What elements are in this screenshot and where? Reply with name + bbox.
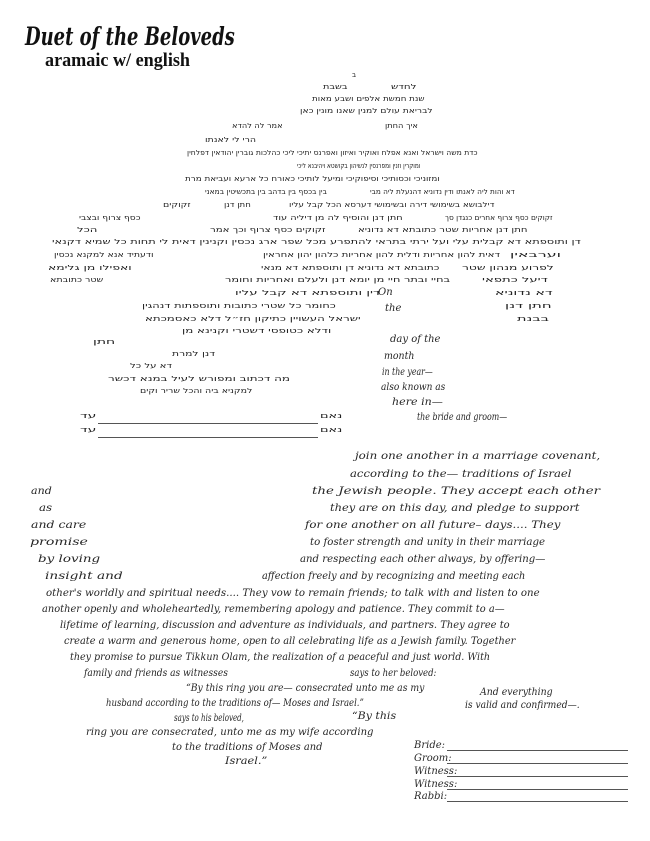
aramaic-text-line: וערבאין (510, 251, 562, 259)
signature-label: Witness: (414, 779, 458, 790)
aramaic-text-line: איך החתן (385, 122, 418, 130)
english-script-line: “By this ring you are— consecrated unto me as my (186, 683, 425, 694)
english-script-line: promise (30, 537, 88, 548)
aramaic-text-line: ב (352, 71, 357, 79)
fill-in-line (447, 776, 628, 777)
aramaic-text-line: חתן דנן (224, 201, 251, 209)
aramaic-text-line: מה דכתוב ומפורש לעיל במנא דכשר (108, 375, 291, 383)
date-fill-text: day of the (390, 334, 441, 345)
aramaic-text-line: הרי לי לאנתו (205, 136, 257, 144)
aramaic-text-line: עד (80, 426, 97, 434)
english-script-line: according to the— traditions of Israel (350, 469, 572, 480)
english-script-line: And everything (480, 687, 553, 698)
aramaic-text-line: כסף צרוף ובצבי (79, 214, 141, 222)
aramaic-text-line: דילבושא בשימושי דירה ובשימושי דערסא הכל קבל עליו (289, 201, 495, 209)
signature-label: Bride: (414, 740, 446, 751)
english-script-line: and care (31, 520, 87, 531)
aramaic-text-line: ואפילו מן גלימא (48, 264, 132, 272)
aramaic-text-line: בבנת (517, 315, 549, 323)
english-script-line: Israel.” (225, 756, 268, 767)
aramaic-text-line: דא והות ליה לאנתו ודין נדוניא דהנעלת ליה מבי (370, 188, 515, 196)
english-script-line: join one another in a marriage covenant, (355, 451, 601, 462)
english-script-line: says to his beloved, (174, 713, 244, 724)
aramaic-text-line: שנת חמשת אלפים ושבע מאות (312, 95, 425, 103)
aramaic-text-line: נאם (320, 426, 343, 434)
aramaic-text-line: דא על כל (130, 362, 172, 370)
aramaic-text-line: בין בכסף בין בדהב בין בתכשיטין במאני (205, 188, 327, 196)
english-script-line: is valid and confirmed—. (465, 700, 580, 711)
english-script-line: “By this (352, 711, 397, 722)
english-script-line: the Jewish people. They accept each other (312, 486, 601, 497)
aramaic-text-line: כדת משה וישראל ואנא אפלח ואוקיר ואיזון ואפרנס יתיכי ליכי כהלכות גוברין יהודאין דפלחין (187, 149, 478, 157)
english-script-line: for one another on all future– days.... They (305, 520, 561, 531)
aramaic-text-line: ומזוניכי וכסותיכי וסיפוקיכי ומיעל לותיכי כאורח כל ארעא ועביאת מרת (185, 175, 440, 183)
aramaic-text-line: דנן למרת (172, 350, 216, 358)
aramaic-text-line: ודעתיד אנא למקנא נכסין (54, 251, 154, 259)
english-script-line: by loving (38, 554, 101, 565)
aramaic-text-line: אמר לה להדא (232, 122, 283, 130)
aramaic-text-line: זקוקים כסף צרוף אחרים כנגדן סך (445, 214, 553, 222)
english-script-line: says to her beloved: (350, 668, 437, 679)
fill-in-line (447, 789, 628, 790)
english-script-line: to the traditions of Moses and (172, 742, 323, 753)
english-script-line: husband according to the traditions of— Moses and Israel.” (106, 698, 364, 709)
aramaic-text-line: דאית להון אחריות ודלית להון אחריות כלהון יהון אחראין (263, 251, 501, 259)
fill-in-line (447, 801, 628, 802)
aramaic-text-line: חתן דנן והוסיף לה מן דיליה עוד (273, 214, 403, 222)
english-script-line: lifetime of learning, discussion and adventure as individuals, and partners. They agree to (60, 620, 510, 631)
aramaic-text-line: ישראל העשויין כתיקון חז״ל דלא כאסמכתא (145, 315, 361, 323)
date-fill-text: also known as (381, 382, 446, 393)
aramaic-text-line: ודלא כטופסי דשטרי וקנינא מן (182, 327, 332, 335)
english-script-line: and respecting each other always, by offering— (300, 554, 546, 565)
fill-in-line (447, 750, 628, 751)
fill-in-line (98, 437, 318, 438)
aramaic-text-line: לחדש (391, 83, 417, 91)
page-subtitle: aramaic w/ english (45, 50, 190, 71)
aramaic-text-line: דיעל כתפאי (482, 276, 548, 284)
aramaic-text-line: שטר כתובתא (50, 276, 104, 284)
page-title: Duet of the Beloveds (25, 22, 235, 51)
aramaic-text-line: דא נדוניא (495, 289, 553, 297)
date-fill-text: month (384, 351, 415, 362)
aramaic-text-line: חתן דנן (505, 302, 552, 310)
aramaic-text-line: לפרוע מנהון שטר (462, 264, 554, 272)
date-fill-text: On (378, 287, 393, 298)
aramaic-text-line: דן ותוספתא דא קבלית עלי ועל ירתי בתראי להתפרע מכל שפר ארג נכסין וקנינין דאית לי תחות כל שמיא דקנאי (52, 238, 581, 246)
aramaic-text-line: עד (80, 412, 97, 420)
date-fill-text: the (385, 303, 402, 314)
aramaic-text-line: זקוקים (163, 201, 191, 209)
english-script-line: insight and (45, 571, 123, 582)
aramaic-text-line: הכל (77, 226, 98, 234)
aramaic-text-line: חתן (93, 338, 116, 346)
aramaic-text-line: ומוקרין וזנין ומפרנסין לנשיהון בקושטא ויהיבנא ליכי (297, 162, 421, 170)
english-script-line: affection freely and by recognizing and meeting each (262, 571, 526, 582)
date-fill-text: in the year— (382, 367, 433, 378)
date-fill-text: the bride and groom— (417, 412, 508, 423)
english-script-line: to foster strength and unity in their marriage (310, 537, 546, 548)
english-script-line: create a warm and generous home, open to all celebrating life as a Jewish family. Together (64, 636, 516, 647)
aramaic-text-line: נאם (320, 412, 343, 420)
signature-label: Witness: (414, 766, 458, 777)
aramaic-text-line: לבריאת עולם למנין שאנו מונין כאן (300, 107, 433, 115)
aramaic-text-line: כחומר כל שטרי כתובות ותוספתות דנהגין (142, 302, 336, 310)
date-fill-text: here in— (392, 397, 443, 408)
aramaic-text-line: בשבת (323, 83, 348, 91)
aramaic-text-line: בחיי ובתר חיי מן יומא דנן ולעלם ואחריות וחומר (225, 276, 451, 284)
english-script-line: family and friends as witnesses (84, 668, 228, 679)
fill-in-line (98, 423, 318, 424)
signature-label: Rabbi: (414, 791, 448, 802)
aramaic-text-line: דין ותוספתא דא קבל עליו (235, 289, 381, 297)
aramaic-text-line: כתובתא דא נדוניא דן ותוספתא דא מנאי (261, 264, 440, 272)
aramaic-text-line: למקניא ביה והכל שריר וקים (140, 387, 253, 395)
english-script-line: as (39, 503, 53, 514)
english-script-line: and (31, 486, 52, 497)
english-script-line: another openly and wholeheartedly, remembering apology and patience. They commit to a— (42, 604, 505, 615)
english-script-line: they promise to pursue Tikkun Olam, the realization of a peaceful and just world. With (70, 652, 491, 663)
signature-label: Groom: (414, 753, 452, 764)
fill-in-line (447, 763, 628, 764)
english-script-line: they are on this day, and pledge to support (330, 503, 580, 514)
english-script-line: ring you are consecrated, unto me as my wife according (86, 727, 374, 738)
aramaic-text-line: חתן דנן אחריות שטר כתובתא דא נדוניא (358, 226, 528, 234)
aramaic-text-line: זקוקים כסף צרוף וכך אמר (210, 226, 326, 234)
english-script-line: other's worldly and spiritual needs.... They vow to remain friends; to talk with and listen to one (46, 588, 540, 599)
